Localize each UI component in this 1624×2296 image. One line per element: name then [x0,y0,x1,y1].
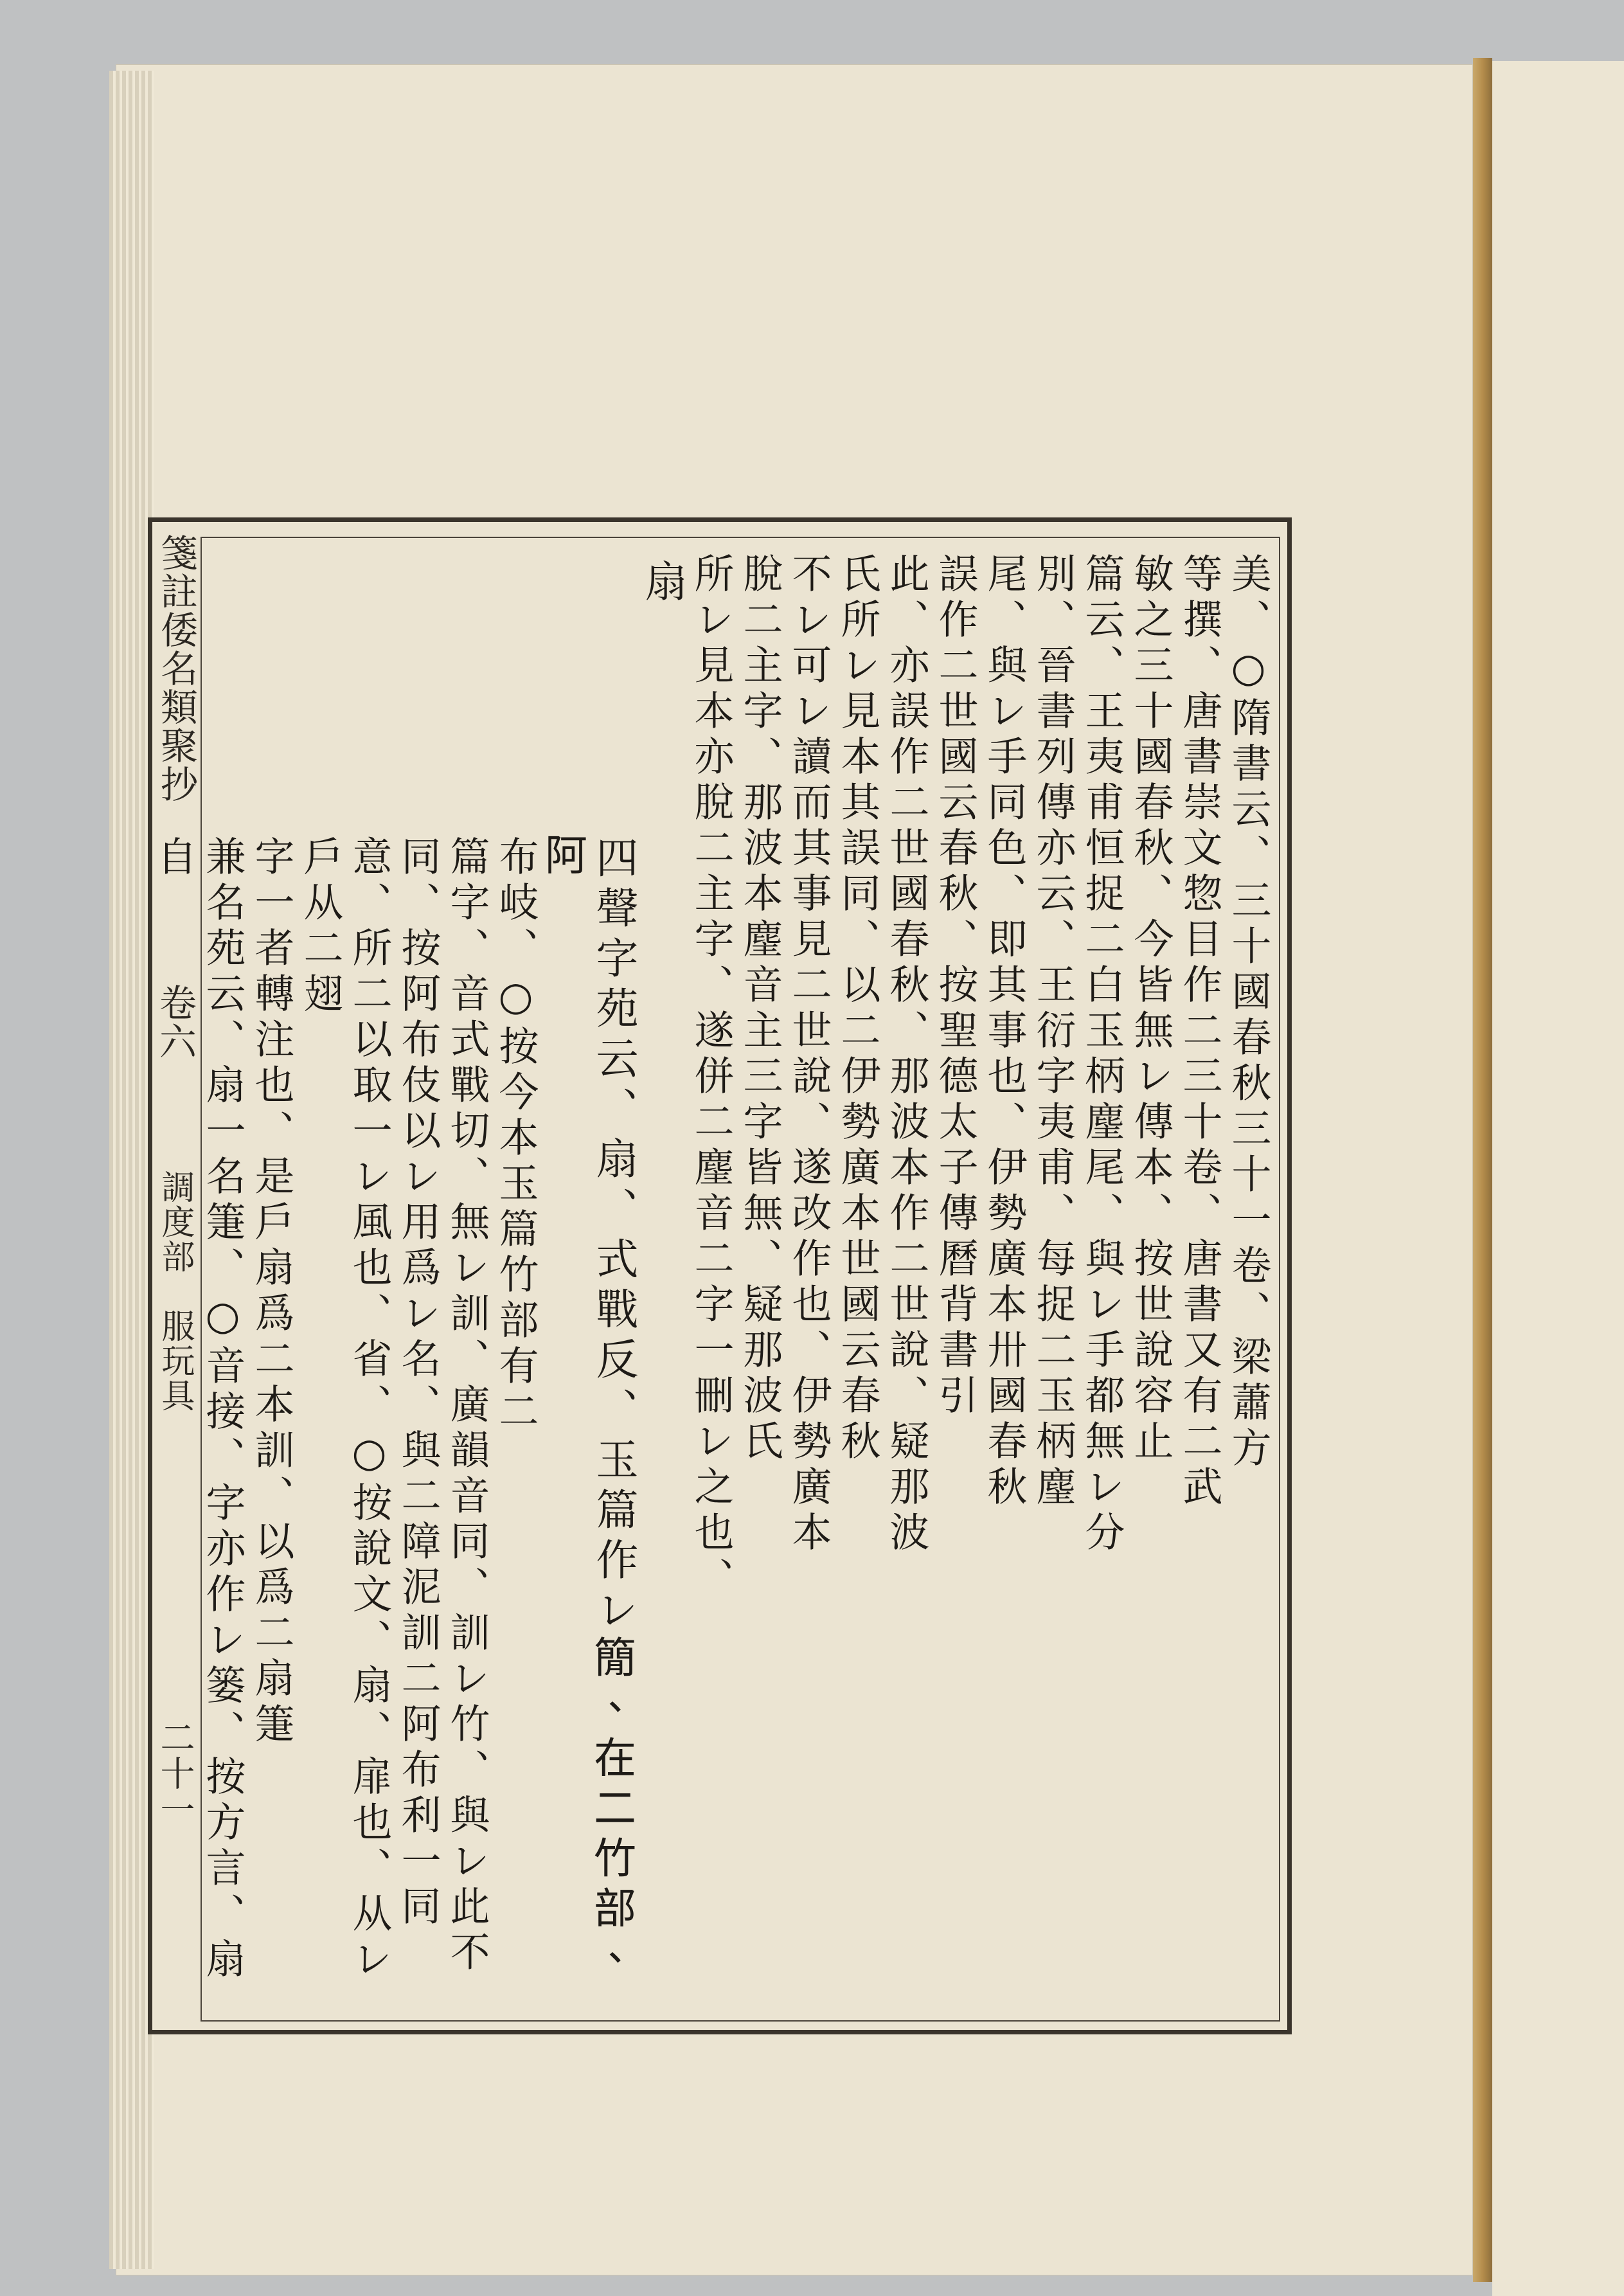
page-number: 二十一 [155,1719,195,1827]
book-title: 箋註倭名類聚抄 [154,534,198,803]
text-column: 篇云、王夷甫恒捉二白玉柄麈尾、與レ手都無レ分 [1078,553,1125,1557]
entry-line: 四聲字苑云、扇、式戰反、玉篇作レ𥳑、在二竹部、阿 [540,836,638,1989]
section-label: 調度部 服玩具 [156,1170,194,1413]
text-column: 誤作二世國云春秋、按聖德太子傳曆背書引 [932,553,979,1420]
text-column: 尾、與レ手同色、即其事也、伊勢廣本卅國春秋 [981,553,1028,1511]
text-column: 所レ見本亦脫二主字、遂併二麈音二字一刪レ之也、 [688,553,735,1602]
text-column: 不レ可レ讀而其事見二世說、遂改作也、伊勢廣本 [785,553,832,1557]
text-column: 等撰、唐書崇文惣目作二三十卷、唐書又有二武 [1176,553,1223,1511]
facing-page [1492,61,1624,2296]
text-column: 敏之三十國春秋、今皆無レ傳本、按世說容止 [1127,553,1174,1466]
text-column: 別、晉書列傳亦云、王衍字夷甫、每捉二玉柄麈 [1030,553,1076,1511]
note-column: 篇字、音式戰切、無レ訓、廣韻音同、訓レ竹、與レ此不 [443,836,490,1977]
volume-label: 卷六 [153,983,197,1061]
note-column: 意、所二以取一レ風也、省、○按說文、扇、扉也、从レ戶从二翅 [297,836,393,1984]
text-column: 此、亦誤作二世國春秋、那波本作二世說、疑那波 [883,553,930,1557]
text-column: 氏所レ見本其誤同、以二伊勢廣本世國云春秋 [834,553,881,1466]
book-gutter [1473,58,1492,2282]
text-column: 脫二主字、那波本麈音主三字皆無、疑那波氏 [736,553,783,1466]
note-column: 字一者轉注也、是戶扇爲二本訓、以爲二扇箑 [248,836,295,1748]
text-column: 美、○隋書云、三十國春秋三十一卷、梁蕭方 [1225,553,1272,1473]
section-heading: 扇 [638,559,687,607]
note-column: 兼名苑云、扇一名箑、○音接、字亦作レ篓、按方言、扇自 [150,836,246,1984]
entry-gloss: 布岐、○按今本玉篇竹部有二 [492,836,539,1436]
note-column: 同、按阿布伎以レ用爲レ名、與二障泥訓二阿布利一同 [395,836,442,1931]
